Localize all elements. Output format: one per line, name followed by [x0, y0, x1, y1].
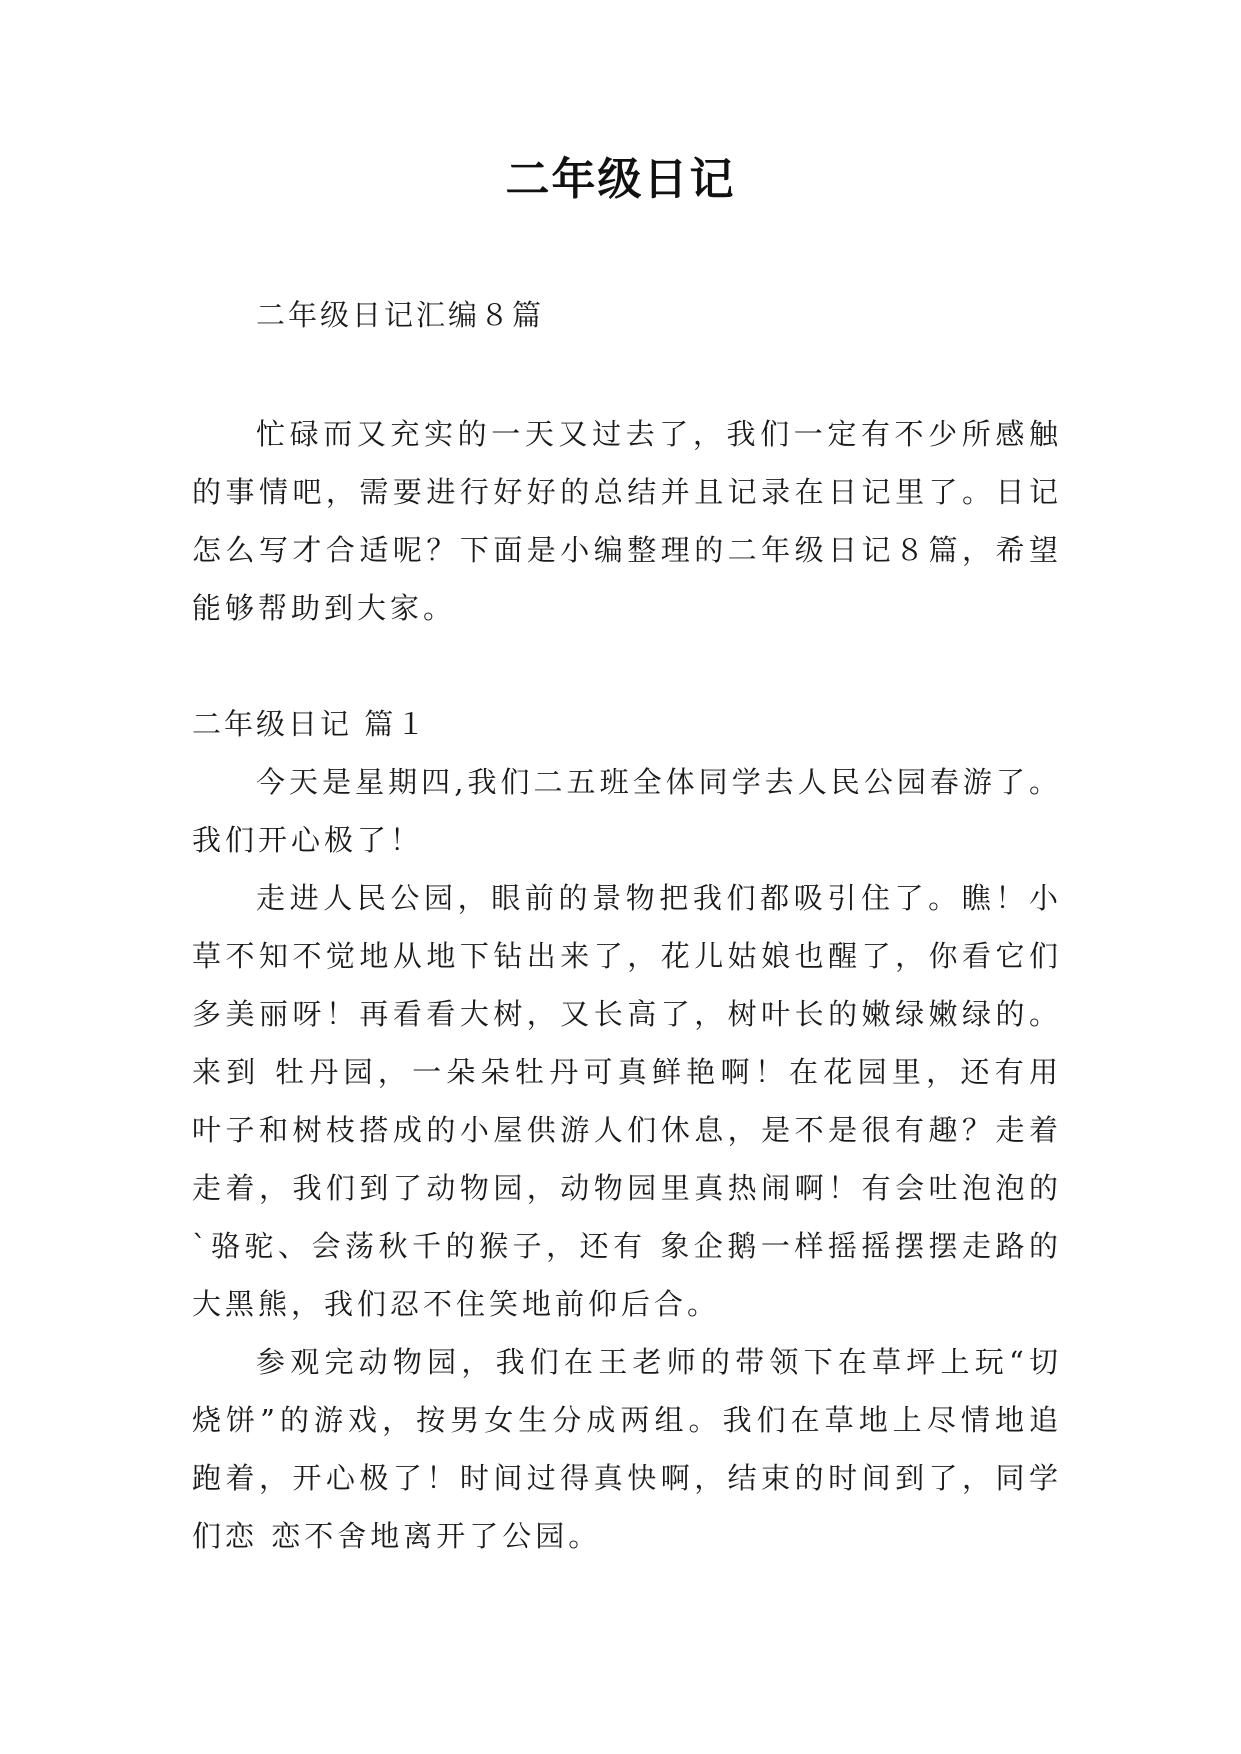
document-subtitle: 二年级日记汇编８篇 — [256, 298, 545, 332]
intro-section — [192, 405, 1062, 637]
diary-paragraph-1: 今天是星期四,我们二五班全体同学去人民公园春游了。我们开心极了！ — [192, 765, 1062, 857]
document-title: 二年级日记 — [505, 154, 736, 205]
diary-paragraph-2: 走进人民公园，眼前的景物把我们都吸引住了。瞧！小草不知不觉地从地下钻出来了，花儿姑娘也醒了，你看它们多美丽呀！再看看大树，又长高了，树叶长的嫩绿嫩绿的。来到 牡丹园，一朵朵牡丹可真鲜艳啊！在花园里，还有用叶子和树枝搭成的小屋供游人们休息，是不是很有趣？走着走着，我们到了动物园，动物园里真热闹啊！有会吐泡泡的`骆驼、会荡秋千的猴子，还有 象企鹅一样摇摇摆摆走路的大黑熊，我们忍不住笑地前仰后合。 — [192, 881, 1062, 1321]
intro-paragraph: 忙碌而又充实的一天又过去了，我们一定有不少所感触的事情吧，需要进行好好的总结并且记录在日记里了。日记怎么写才合适呢？下面是小编整理的二年级日记８篇，希望能够帮助到大家。 — [192, 417, 1062, 625]
diary-paragraph-3: 参观完动物园，我们在王老师的带领下在草坪上玩“切烧饼”的游戏，按男女生分成两组。我们在草地上尽情地追跑着，开心极了！时间过得真快啊，结束的时间到了，同学们恋 恋不舍地离开了公园。 — [192, 1345, 1062, 1553]
diary-entry-1 — [192, 695, 1062, 1565]
section-heading: 二年级日记 篇１ — [192, 707, 429, 741]
